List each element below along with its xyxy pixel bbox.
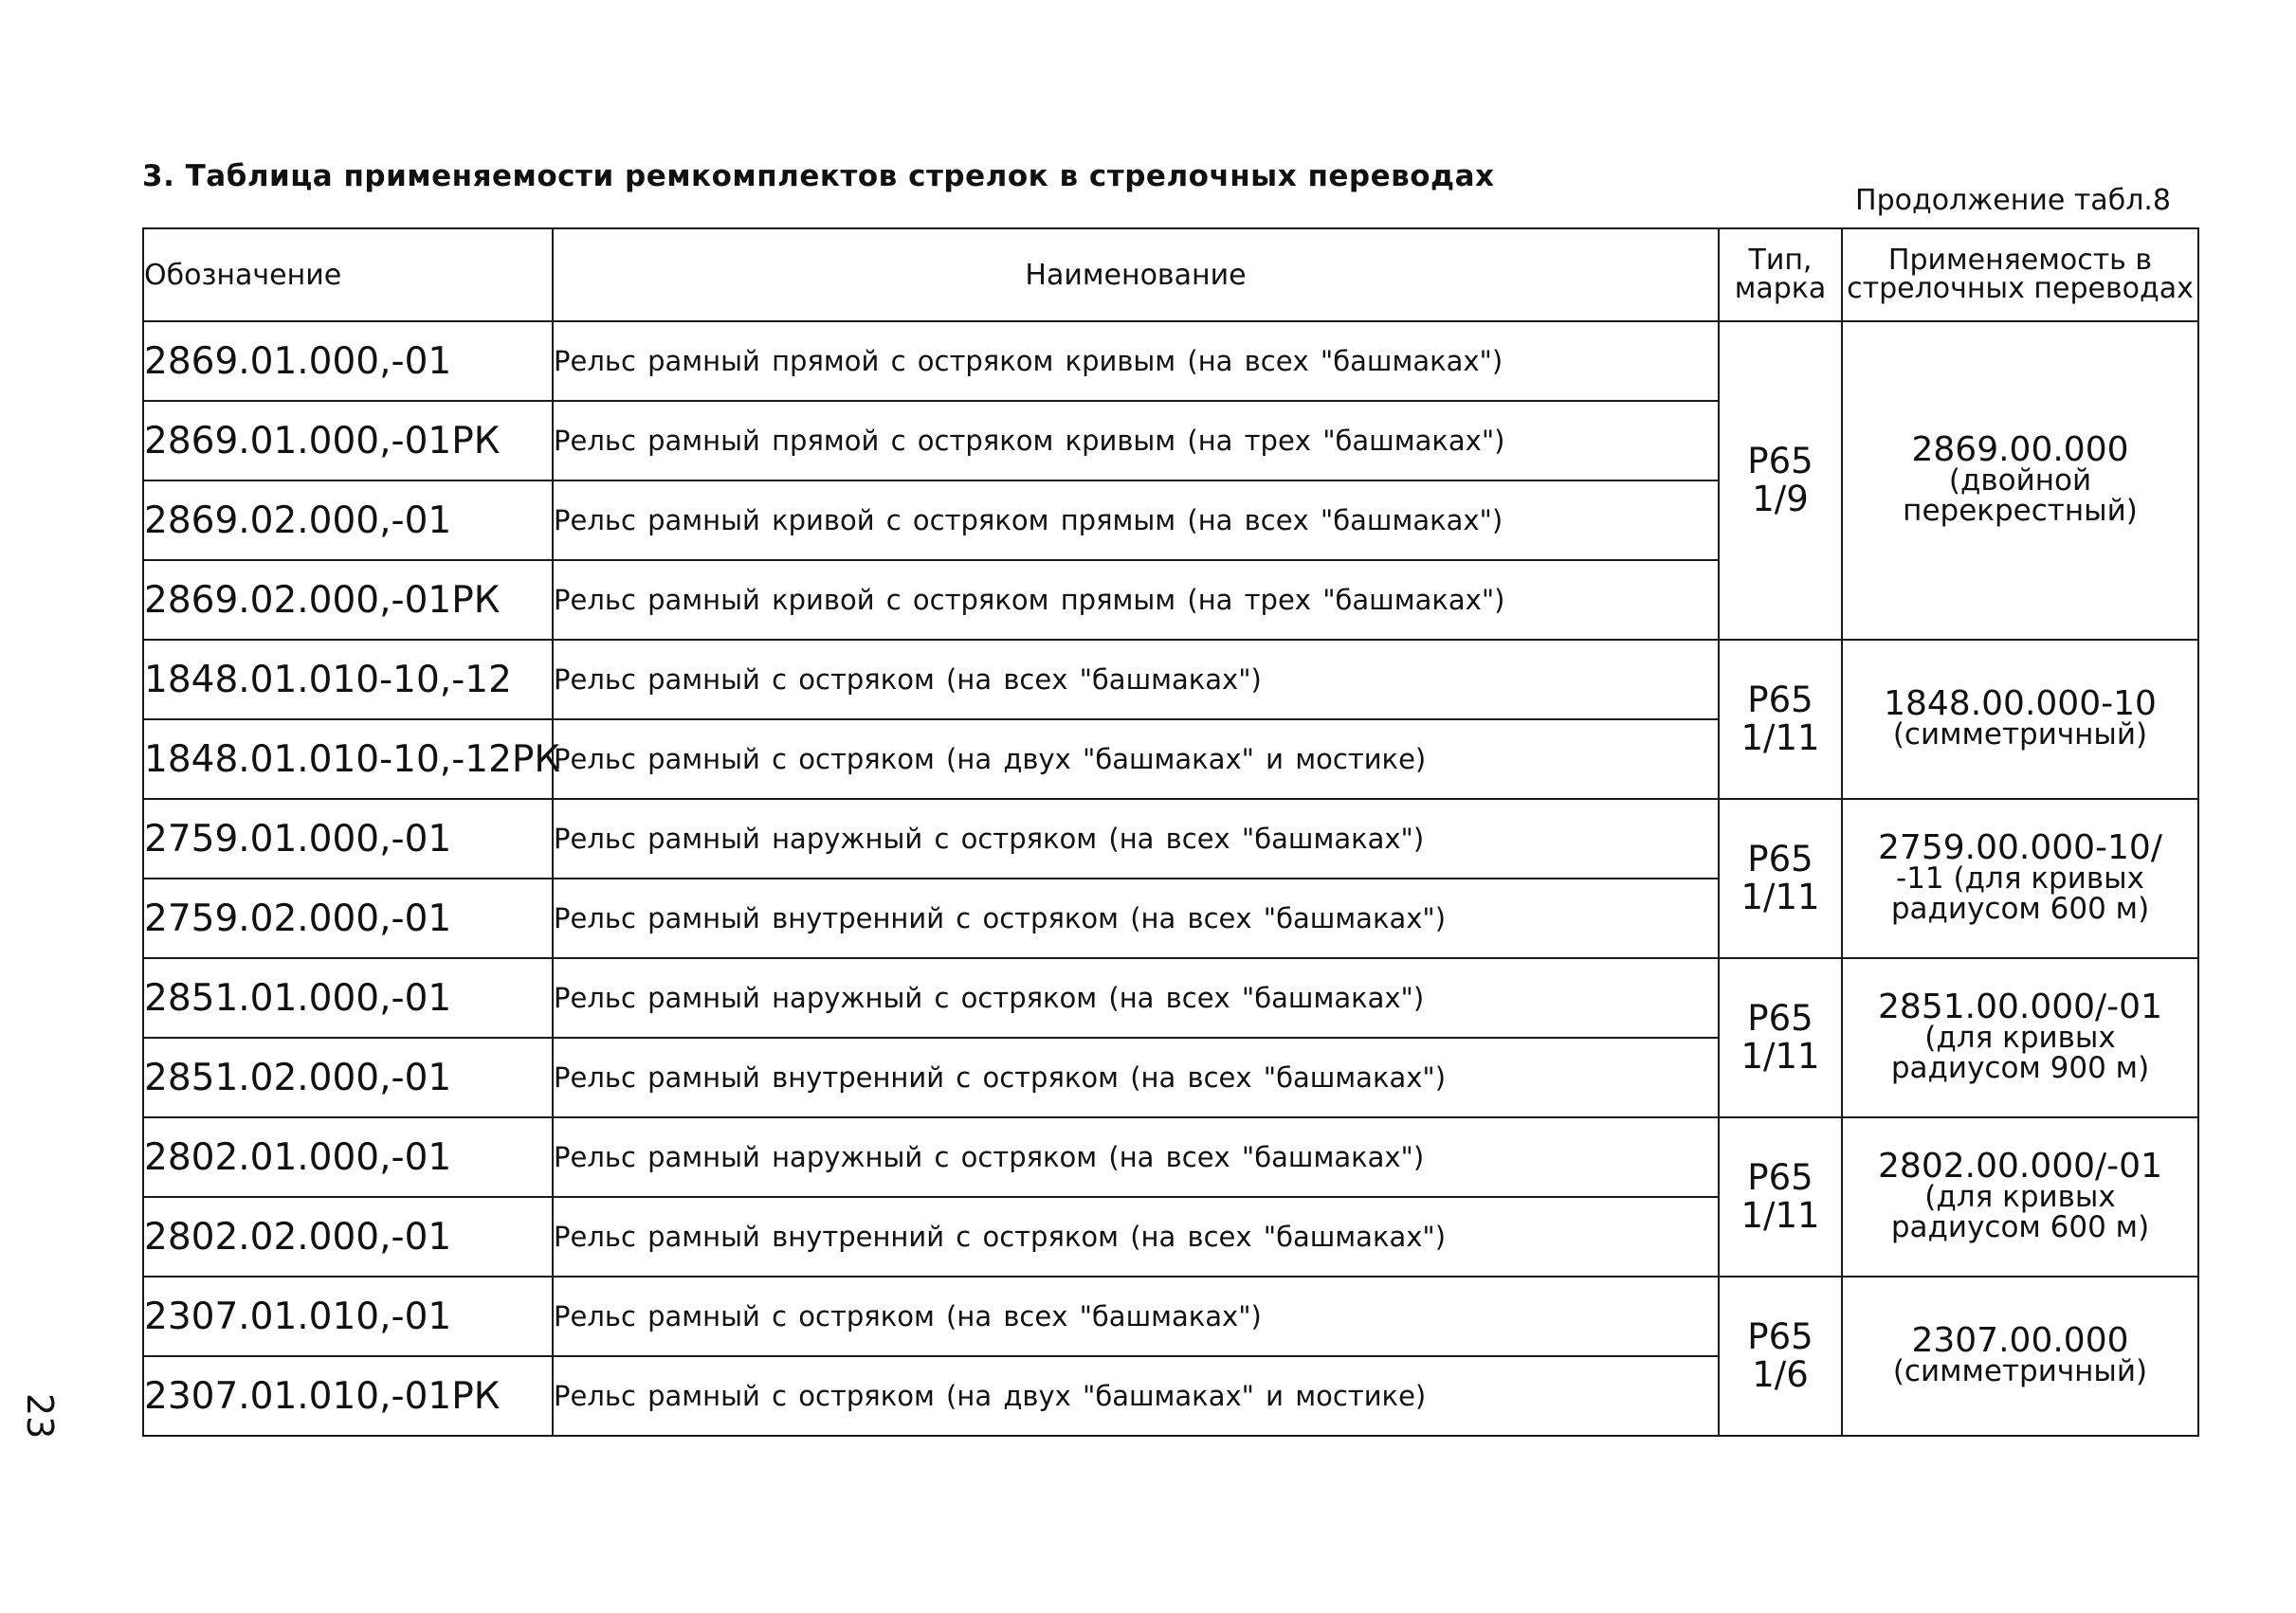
name-cell: Рельс рамный прямой с остряком кривым (на всех "башмаках")	[553, 321, 1719, 401]
type-cell	[1719, 640, 1842, 799]
name-cell: Рельс рамный с остряком (на двух "башмаках" и мостике)	[553, 1356, 1719, 1436]
applicability-sub2: перекрестный)	[1903, 494, 2138, 528]
type-cell	[1719, 1117, 1842, 1277]
designation-cell: 2307.01.010,-01	[143, 1277, 553, 1356]
designation-cell: 2869.02.000,-01РК	[143, 560, 553, 640]
name-cell: Рельс рамный прямой с остряком кривым (на трех "башмаках")	[553, 401, 1719, 480]
designation-cell: 2759.01.000,-01	[143, 799, 553, 879]
table-row	[143, 958, 2198, 1038]
header-type-line1: Тип,	[1748, 244, 1813, 277]
applicability-main: 1848.00.000-10	[1884, 684, 2157, 723]
applicability-table	[142, 227, 2199, 1437]
designation-cell: 2802.02.000,-01	[143, 1197, 553, 1277]
page-number: 23	[19, 1393, 61, 1440]
name-cell: Рельс рамный наружный с остряком (на всех "башмаках")	[553, 958, 1719, 1038]
name-cell: Рельс рамный наружный с остряком (на всех "башмаках")	[553, 799, 1719, 879]
applicability-sub1: (симметричный)	[1892, 1354, 2148, 1388]
applicability-cell	[1842, 1277, 2198, 1436]
applicability-main: 2802.00.000/-01	[1878, 1147, 2162, 1186]
type-cell	[1719, 799, 1842, 958]
applicability-cell	[1842, 321, 2198, 640]
name-cell: Рельс рамный внутренний с остряком (на всех "башмаках")	[553, 1038, 1719, 1117]
applicability-sub2: радиусом 600 м)	[1890, 892, 2150, 926]
table-header-row	[143, 228, 2198, 321]
applicability-cell	[1842, 799, 2198, 958]
name-cell: Рельс рамный кривой с остряком прямым (на всех "башмаках")	[553, 480, 1719, 560]
header-name: Наименование	[553, 228, 1719, 321]
section-title: 3. Таблица применяемости ремкомплектов стрелок в стрелочных переводах	[142, 159, 1495, 193]
type-line1: Р65	[1747, 680, 1813, 720]
name-cell: Рельс рамный кривой с остряком прямым (на трех "башмаках")	[553, 560, 1719, 640]
applicability-sub2: радиусом 900 м)	[1890, 1051, 2150, 1085]
header-type-line2: марка	[1734, 272, 1827, 305]
type-line1: Р65	[1747, 1157, 1813, 1198]
applicability-main: 2759.00.000-10/	[1878, 828, 2162, 867]
table-body	[143, 321, 2198, 1436]
applicability-cell	[1842, 958, 2198, 1117]
type-line2: 1/11	[1740, 717, 1820, 758]
table-continuation-label: Продолжение табл.8	[1855, 184, 2171, 217]
type-line1: Р65	[1747, 441, 1813, 481]
applicability-cell	[1842, 1117, 2198, 1277]
designation-cell: 2869.02.000,-01	[143, 480, 553, 560]
header-type	[1719, 228, 1842, 321]
name-cell: Рельс рамный с остряком (на двух "башмаках" и мостике)	[553, 719, 1719, 799]
name-cell: Рельс рамный наружный с остряком (на всех "башмаках")	[553, 1117, 1719, 1197]
type-line2: 1/9	[1752, 479, 1809, 519]
table-row	[143, 640, 2198, 719]
designation-cell: 2869.01.000,-01РК	[143, 401, 553, 480]
type-cell	[1719, 958, 1842, 1117]
applicability-sub1: (для кривых	[1924, 1021, 2116, 1055]
applicability-sub1: (симметричный)	[1892, 717, 2148, 752]
type-line2: 1/11	[1740, 877, 1820, 917]
table-row	[143, 1277, 2198, 1356]
applicability-sub1: (двойной	[1948, 463, 2092, 498]
header-applicability	[1842, 228, 2198, 321]
designation-cell: 2851.01.000,-01	[143, 958, 553, 1038]
applicability-main: 2851.00.000/-01	[1878, 988, 2162, 1026]
name-cell: Рельс рамный внутренний с остряком (на всех "башмаках")	[553, 1197, 1719, 1277]
name-cell: Рельс рамный с остряком (на всех "башмаках")	[553, 640, 1719, 719]
type-line2: 1/11	[1740, 1036, 1820, 1077]
header-designation: Обозначение	[143, 228, 553, 321]
designation-cell: 2307.01.010,-01РК	[143, 1356, 553, 1436]
applicability-sub2: радиусом 600 м)	[1890, 1210, 2150, 1244]
designation-cell: 1848.01.010-10,-12РК	[143, 719, 553, 799]
designation-cell: 2851.02.000,-01	[143, 1038, 553, 1117]
designation-cell: 1848.01.010-10,-12	[143, 640, 553, 719]
type-cell	[1719, 321, 1842, 640]
applicability-sub1: -11 (для кривых	[1896, 861, 2144, 896]
type-line2: 1/11	[1740, 1195, 1820, 1236]
type-line1: Р65	[1747, 839, 1813, 879]
type-line2: 1/6	[1752, 1354, 1809, 1395]
applicability-main: 2307.00.000	[1911, 1321, 2129, 1360]
applicability-sub1: (для кривых	[1924, 1180, 2116, 1214]
name-cell: Рельс рамный с остряком (на всех "башмаках")	[553, 1277, 1719, 1356]
header-applicability-line2: стрелочных переводах	[1847, 272, 2194, 305]
table-row	[143, 799, 2198, 879]
applicability-cell	[1842, 640, 2198, 799]
type-cell	[1719, 1277, 1842, 1436]
name-cell: Рельс рамный внутренний с остряком (на всех "башмаках")	[553, 879, 1719, 958]
table-row	[143, 1117, 2198, 1197]
type-line1: Р65	[1747, 998, 1813, 1039]
table-row	[143, 321, 2198, 401]
designation-cell: 2802.01.000,-01	[143, 1117, 553, 1197]
type-line1: Р65	[1747, 1316, 1813, 1357]
header-applicability-line1: Применяемость в	[1887, 244, 2153, 277]
applicability-main: 2869.00.000	[1911, 430, 2129, 469]
designation-cell: 2869.01.000,-01	[143, 321, 553, 401]
designation-cell: 2759.02.000,-01	[143, 879, 553, 958]
